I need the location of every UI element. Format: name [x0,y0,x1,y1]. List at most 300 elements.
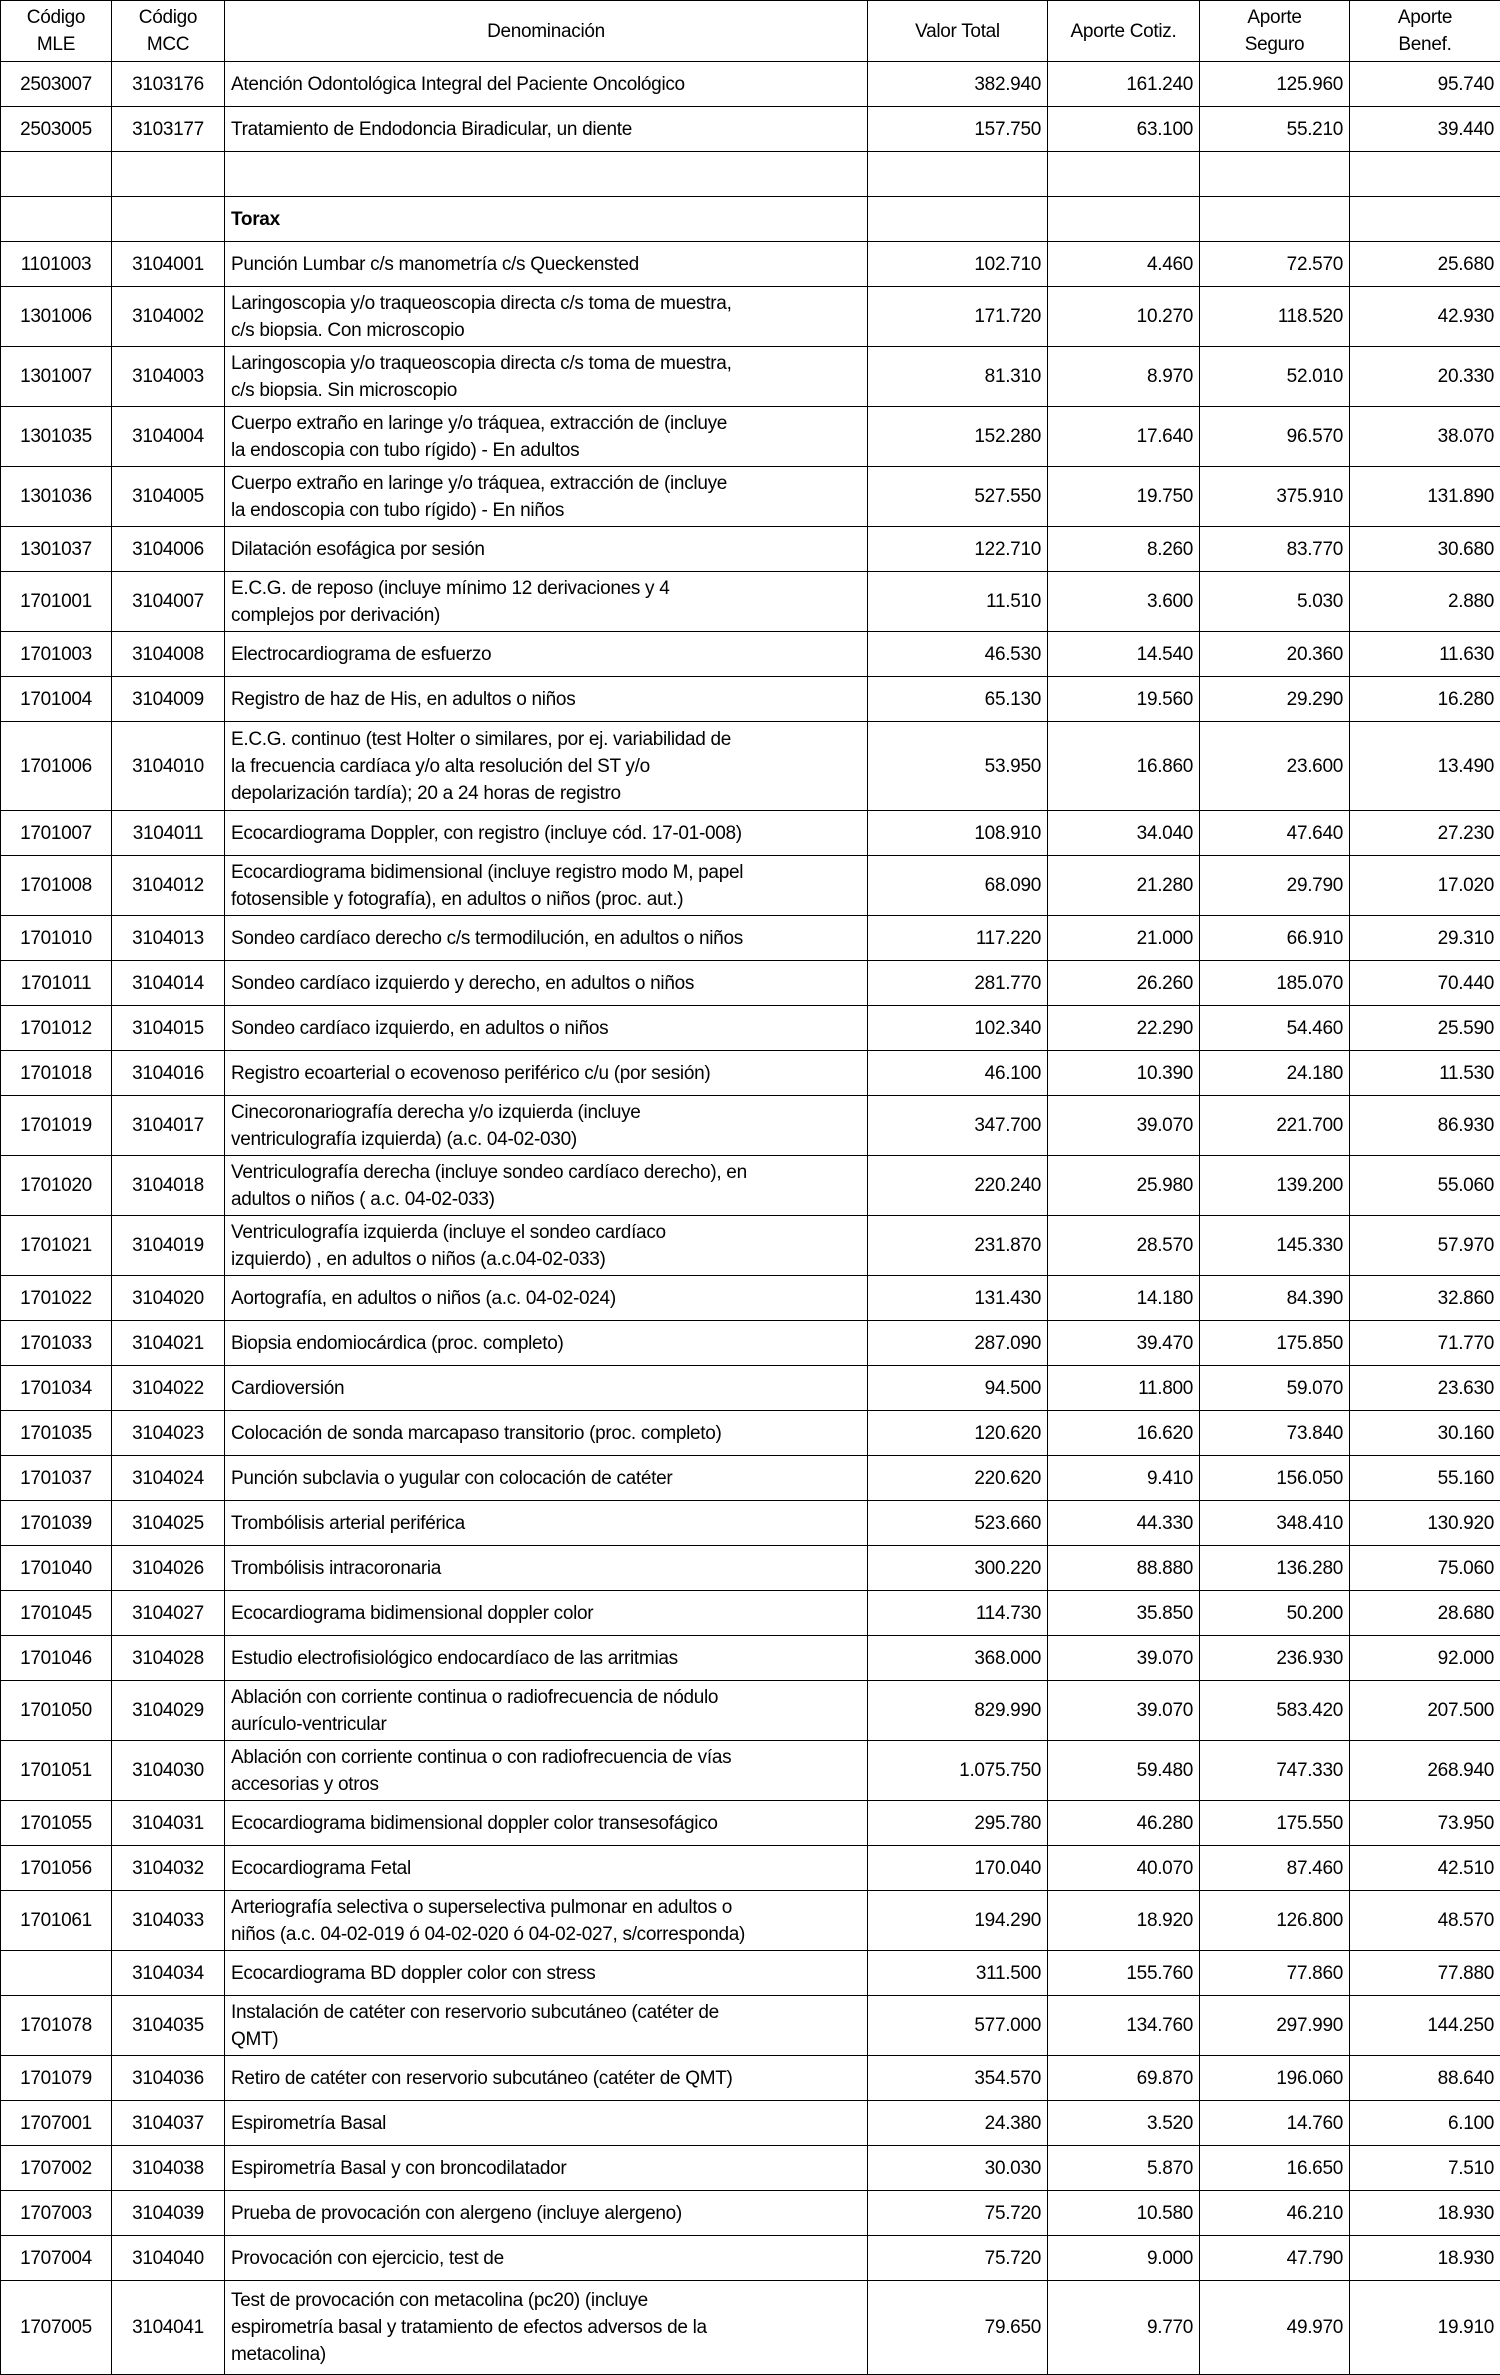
table-row [1,632,1500,677]
cell-codigo-mcc: 3104012 [112,856,225,916]
cell-aporte-benef: 17.020 [1350,856,1500,916]
cell-aporte-seguro: 96.570 [1200,407,1350,467]
cell-aporte-benef: 19.910 [1350,2281,1500,2375]
cell-codigo-mcc: 3104004 [112,407,225,467]
cell-codigo-mcc: 3104036 [112,2056,225,2101]
cell-valor-total: 108.910 [868,811,1048,856]
cell-aporte-cotiz: 19.750 [1048,467,1200,527]
cell-valor-total: 68.090 [868,856,1048,916]
cell-aporte-benef: 95.740 [1350,62,1500,107]
cell-aporte-cotiz: 10.270 [1048,287,1200,347]
cell-aporte-cotiz: 14.180 [1048,1276,1200,1321]
cell-codigo-mle: 1701004 [1,677,112,722]
cell-aporte-cotiz: 21.000 [1048,916,1200,961]
cell-codigo-mle: 1701035 [1,1411,112,1456]
cell-aporte-cotiz: 16.620 [1048,1411,1200,1456]
table-row [1,1096,1500,1156]
cell-denominacion: Punción Lumbar c/s manometría c/s Queckensted [225,242,868,287]
cell-aporte-seguro [1200,152,1350,197]
cell-codigo-mle: 1701039 [1,1501,112,1546]
cell-denominacion: Ventriculografía derecha (incluye sondeo cardíaco derecho), en adultos o niños ( a.c. 04-02-033) [225,1156,868,1216]
cell-aporte-cotiz: 40.070 [1048,1846,1200,1891]
cell-aporte-benef: 92.000 [1350,1636,1500,1681]
cell-aporte-cotiz: 10.580 [1048,2191,1200,2236]
cell-aporte-benef: 11.530 [1350,1051,1500,1096]
table-row [1,1996,1500,2056]
cell-aporte-cotiz: 46.280 [1048,1801,1200,1846]
cell-aporte-seguro: 375.910 [1200,467,1350,527]
cell-codigo-mle: 1707003 [1,2191,112,2236]
cell-denominacion: Ecocardiograma bidimensional doppler color transesofágico [225,1801,868,1846]
cell-valor-total: 1.075.750 [868,1741,1048,1801]
cell-denominacion: E.C.G. continuo (test Holter o similares, por ej. variabilidad de la frecuencia cardíaca y/o alta resolución del ST y/o depolarización tardía); 20 a 24 horas de registro [225,722,868,811]
cell-codigo-mcc: 3104025 [112,1501,225,1546]
cell-aporte-benef: 42.510 [1350,1846,1500,1891]
cell-aporte-benef: 48.570 [1350,1891,1500,1951]
cell-aporte-benef: 27.230 [1350,811,1500,856]
cell-codigo-mcc: 3104039 [112,2191,225,2236]
cell-valor-total: 231.870 [868,1216,1048,1276]
cell-aporte-benef: 13.490 [1350,722,1500,811]
cell-denominacion: Ablación con corriente continua o con radiofrecuencia de vías accesorias y otros [225,1741,868,1801]
table-row [1,1846,1500,1891]
cell-denominacion: Tratamiento de Endodoncia Biradicular, un diente [225,107,868,152]
cell-codigo-mle: 1701079 [1,2056,112,2101]
cell-denominacion: Ablación con corriente continua o radiofrecuencia de nódulo aurículo-ventricular [225,1681,868,1741]
cell-aporte-benef: 39.440 [1350,107,1500,152]
table-row [1,2146,1500,2191]
table-row [1,62,1500,107]
cell-aporte-cotiz: 8.970 [1048,347,1200,407]
cell-aporte-cotiz: 35.850 [1048,1591,1200,1636]
cell-aporte-seguro: 139.200 [1200,1156,1350,1216]
cell-aporte-benef: 144.250 [1350,1996,1500,2056]
cell-aporte-seguro: 77.860 [1200,1951,1350,1996]
table-row [1,2056,1500,2101]
cell-denominacion: Sondeo cardíaco izquierdo, en adultos o niños [225,1006,868,1051]
cell-aporte-cotiz: 34.040 [1048,811,1200,856]
table-row [1,1636,1500,1681]
cell-aporte-seguro: 175.850 [1200,1321,1350,1366]
cell-codigo-mle: 1701018 [1,1051,112,1096]
cell-aporte-seguro: 583.420 [1200,1681,1350,1741]
section-row [1,197,1500,242]
cell-codigo-mcc: 3104035 [112,1996,225,2056]
cell-aporte-seguro: 156.050 [1200,1456,1350,1501]
cell-aporte-benef: 11.630 [1350,632,1500,677]
cell-valor-total: 94.500 [868,1366,1048,1411]
cell-aporte-seguro: 5.030 [1200,572,1350,632]
cell-aporte-benef: 30.160 [1350,1411,1500,1456]
header-valor-total: Valor Total [868,1,1048,62]
cell-aporte-benef: 77.880 [1350,1951,1500,1996]
cell-aporte-seguro: 23.600 [1200,722,1350,811]
cell-aporte-seguro: 47.640 [1200,811,1350,856]
cell-aporte-benef: 29.310 [1350,916,1500,961]
cell-codigo-mcc: 3104005 [112,467,225,527]
cell-aporte-cotiz: 17.640 [1048,407,1200,467]
cell-aporte-seguro: 125.960 [1200,62,1350,107]
cell-codigo-mcc: 3104029 [112,1681,225,1741]
cell-denominacion: Aortografía, en adultos o niños (a.c. 04-02-024) [225,1276,868,1321]
cell-codigo-mcc: 3104007 [112,572,225,632]
cell-codigo-mle: 1701061 [1,1891,112,1951]
cell-aporte-cotiz: 22.290 [1048,1006,1200,1051]
cell-aporte-seguro: 175.550 [1200,1801,1350,1846]
cell-denominacion: Espirometría Basal y con broncodilatador [225,2146,868,2191]
cell-aporte-seguro: 126.800 [1200,1891,1350,1951]
cell-denominacion: Ecocardiograma Doppler, con registro (incluye cód. 17-01-008) [225,811,868,856]
cell-valor-total: 30.030 [868,2146,1048,2191]
cell-aporte-seguro: 52.010 [1200,347,1350,407]
cell-codigo-mcc: 3104011 [112,811,225,856]
cell-codigo-mle: 1701056 [1,1846,112,1891]
cell-denominacion: Arteriografía selectiva o superselectiva pulmonar en adultos o niños (a.c. 04-02-019 ó 04-02-020 ó 04-02-027, s/corresponda) [225,1891,868,1951]
cell-valor-total: 194.290 [868,1891,1048,1951]
cell-denominacion: Sondeo cardíaco izquierdo y derecho, en adultos o niños [225,961,868,1006]
cell-codigo-mle [1,152,112,197]
cell-codigo-mle: 1701045 [1,1591,112,1636]
cell-codigo-mcc: 3104023 [112,1411,225,1456]
cell-valor-total: 347.700 [868,1096,1048,1156]
cell-aporte-seguro: 747.330 [1200,1741,1350,1801]
cell-aporte-cotiz: 10.390 [1048,1051,1200,1096]
cell-valor-total: 295.780 [868,1801,1048,1846]
table-row [1,1681,1500,1741]
cell-aporte-cotiz: 21.280 [1048,856,1200,916]
cell-aporte-benef: 207.500 [1350,1681,1500,1741]
cell-denominacion: Cinecoronariografía derecha y/o izquierda (incluye ventriculografía izquierda) (a.c. 04-02-030) [225,1096,868,1156]
cell-aporte-benef [1350,197,1500,242]
cell-denominacion: Laringoscopia y/o traqueoscopia directa c/s toma de muestra, c/s biopsia. Con microscopio [225,287,868,347]
cell-denominacion: Cuerpo extraño en laringe y/o tráquea, extracción de (incluye la endoscopia con tubo rígido) - En niños [225,467,868,527]
cell-aporte-benef: 25.590 [1350,1006,1500,1051]
cell-codigo-mcc: 3104009 [112,677,225,722]
cell-valor-total: 117.220 [868,916,1048,961]
cell-aporte-seguro: 49.970 [1200,2281,1350,2375]
table-row [1,722,1500,811]
cell-codigo-mcc [112,152,225,197]
header-aporte-cotiz: Aporte Cotiz. [1048,1,1200,62]
cell-aporte-seguro: 145.330 [1200,1216,1350,1276]
cell-denominacion: Instalación de catéter con reservorio subcutáneo (catéter de QMT) [225,1996,868,2056]
cell-aporte-benef: 55.060 [1350,1156,1500,1216]
cell-denominacion: Torax [225,197,868,242]
cell-aporte-benef: 2.880 [1350,572,1500,632]
cell-codigo-mle: 1701008 [1,856,112,916]
cell-aporte-cotiz: 161.240 [1048,62,1200,107]
cell-valor-total: 368.000 [868,1636,1048,1681]
cell-denominacion: Cuerpo extraño en laringe y/o tráquea, extracción de (incluye la endoscopia con tubo rígido) - En adultos [225,407,868,467]
table-row [1,107,1500,152]
cell-codigo-mle: 1707004 [1,2236,112,2281]
cell-aporte-seguro: 50.200 [1200,1591,1350,1636]
cell-codigo-mcc: 3104034 [112,1951,225,1996]
cell-codigo-mcc: 3104003 [112,347,225,407]
cell-aporte-cotiz: 88.880 [1048,1546,1200,1591]
cell-aporte-cotiz: 14.540 [1048,632,1200,677]
table-row [1,467,1500,527]
cell-aporte-seguro: 73.840 [1200,1411,1350,1456]
cell-aporte-cotiz: 8.260 [1048,527,1200,572]
cell-aporte-cotiz: 39.470 [1048,1321,1200,1366]
cell-codigo-mle: 1701019 [1,1096,112,1156]
cell-codigo-mle: 1301035 [1,407,112,467]
cell-codigo-mcc: 3104030 [112,1741,225,1801]
cell-denominacion: Colocación de sonda marcapaso transitorio (proc. completo) [225,1411,868,1456]
cell-aporte-seguro [1200,197,1350,242]
cell-aporte-seguro: 196.060 [1200,2056,1350,2101]
cell-aporte-cotiz: 39.070 [1048,1681,1200,1741]
cell-valor-total: 81.310 [868,347,1048,407]
cell-codigo-mle: 1707002 [1,2146,112,2191]
table-row [1,1546,1500,1591]
cell-valor-total: 311.500 [868,1951,1048,1996]
cell-aporte-benef: 16.280 [1350,677,1500,722]
header-codigo-mcc: Código MCC [112,1,225,62]
cell-codigo-mcc: 3104021 [112,1321,225,1366]
cell-codigo-mle: 1701050 [1,1681,112,1741]
table-row [1,1951,1500,1996]
cell-aporte-benef: 55.160 [1350,1456,1500,1501]
cell-aporte-benef: 25.680 [1350,242,1500,287]
cell-aporte-benef: 86.930 [1350,1096,1500,1156]
cell-denominacion: Punción subclavia o yugular con colocación de catéter [225,1456,868,1501]
table-row [1,2191,1500,2236]
cell-valor-total: 287.090 [868,1321,1048,1366]
table-row [1,677,1500,722]
table-row [1,856,1500,916]
cell-denominacion: Electrocardiograma de esfuerzo [225,632,868,677]
cell-valor-total: 523.660 [868,1501,1048,1546]
cell-aporte-cotiz: 3.600 [1048,572,1200,632]
cell-codigo-mle: 1701046 [1,1636,112,1681]
table-row [1,2281,1500,2375]
table-row [1,527,1500,572]
cell-valor-total: 53.950 [868,722,1048,811]
cell-aporte-benef: 6.100 [1350,2101,1500,2146]
cell-codigo-mcc: 3104027 [112,1591,225,1636]
cell-codigo-mcc: 3104033 [112,1891,225,1951]
cell-denominacion: Trombólisis arterial periférica [225,1501,868,1546]
cell-denominacion: Ecocardiograma bidimensional (incluye registro modo M, papel fotosensible y fotografía), en adultos o niños (proc. aut.) [225,856,868,916]
cell-codigo-mcc: 3104002 [112,287,225,347]
cell-denominacion: Ecocardiograma bidimensional doppler color [225,1591,868,1636]
cell-codigo-mcc: 3104006 [112,527,225,572]
cell-aporte-benef: 71.770 [1350,1321,1500,1366]
cell-codigo-mle: 1701021 [1,1216,112,1276]
cell-valor-total: 75.720 [868,2236,1048,2281]
cell-valor-total: 11.510 [868,572,1048,632]
cell-denominacion: Sondeo cardíaco derecho c/s termodilución, en adultos o niños [225,916,868,961]
table-row [1,242,1500,287]
cell-aporte-benef: 18.930 [1350,2236,1500,2281]
cell-valor-total: 65.130 [868,677,1048,722]
cell-valor-total: 122.710 [868,527,1048,572]
cell-codigo-mcc: 3104040 [112,2236,225,2281]
cell-aporte-seguro: 236.930 [1200,1636,1350,1681]
cell-codigo-mcc: 3104020 [112,1276,225,1321]
cell-denominacion: Laringoscopia y/o traqueoscopia directa c/s toma de muestra, c/s biopsia. Sin microscopio [225,347,868,407]
cell-aporte-seguro: 348.410 [1200,1501,1350,1546]
cell-aporte-benef: 268.940 [1350,1741,1500,1801]
cell-codigo-mcc: 3104019 [112,1216,225,1276]
cell-denominacion: Test de provocación con metacolina (pc20) (incluye espirometría basal y tratamiento de efectos adversos de la metacolina) [225,2281,868,2375]
cell-codigo-mle: 1301007 [1,347,112,407]
table-row [1,1801,1500,1846]
cell-codigo-mcc: 3104038 [112,2146,225,2191]
cell-codigo-mle: 1701012 [1,1006,112,1051]
cell-codigo-mle: 1701010 [1,916,112,961]
cell-aporte-benef: 70.440 [1350,961,1500,1006]
cell-codigo-mle: 1701040 [1,1546,112,1591]
cell-codigo-mle: 2503005 [1,107,112,152]
cell-valor-total: 300.220 [868,1546,1048,1591]
cell-codigo-mcc: 3104026 [112,1546,225,1591]
cell-valor-total: 75.720 [868,2191,1048,2236]
cell-aporte-benef: 38.070 [1350,407,1500,467]
cell-valor-total: 171.720 [868,287,1048,347]
cell-aporte-seguro: 55.210 [1200,107,1350,152]
cell-aporte-benef: 32.860 [1350,1276,1500,1321]
cell-aporte-cotiz: 18.920 [1048,1891,1200,1951]
cell-codigo-mle: 1701011 [1,961,112,1006]
table-row [1,1051,1500,1096]
cell-codigo-mcc: 3104014 [112,961,225,1006]
cell-aporte-cotiz: 3.520 [1048,2101,1200,2146]
table-row [1,1741,1500,1801]
cell-aporte-seguro: 29.290 [1200,677,1350,722]
cell-valor-total: 152.280 [868,407,1048,467]
cell-valor-total: 157.750 [868,107,1048,152]
cell-aporte-seguro: 87.460 [1200,1846,1350,1891]
table-row [1,1321,1500,1366]
cell-aporte-cotiz: 25.980 [1048,1156,1200,1216]
cell-aporte-cotiz: 69.870 [1048,2056,1200,2101]
cell-valor-total: 829.990 [868,1681,1048,1741]
cell-aporte-seguro: 297.990 [1200,1996,1350,2056]
cell-codigo-mle: 1301036 [1,467,112,527]
cell-denominacion [225,152,868,197]
cell-aporte-cotiz: 59.480 [1048,1741,1200,1801]
cell-valor-total: 24.380 [868,2101,1048,2146]
cell-aporte-cotiz: 4.460 [1048,242,1200,287]
cell-aporte-benef: 7.510 [1350,2146,1500,2191]
cell-aporte-cotiz: 155.760 [1048,1951,1200,1996]
cell-denominacion: Provocación con ejercicio, test de [225,2236,868,2281]
cell-aporte-cotiz: 39.070 [1048,1096,1200,1156]
cell-aporte-seguro: 83.770 [1200,527,1350,572]
cell-valor-total: 114.730 [868,1591,1048,1636]
cell-aporte-seguro: 118.520 [1200,287,1350,347]
header-codigo-mle: Código MLE [1,1,112,62]
cell-codigo-mle [1,1951,112,1996]
cell-codigo-mle: 1701078 [1,1996,112,2056]
cell-aporte-seguro: 59.070 [1200,1366,1350,1411]
cell-aporte-benef [1350,152,1500,197]
cell-denominacion: Retiro de catéter con reservorio subcutáneo (catéter de QMT) [225,2056,868,2101]
cell-codigo-mle: 1301037 [1,527,112,572]
cell-aporte-seguro: 136.280 [1200,1546,1350,1591]
cell-denominacion: Prueba de provocación con alergeno (incluye alergeno) [225,2191,868,2236]
cell-aporte-seguro: 84.390 [1200,1276,1350,1321]
table-row [1,347,1500,407]
cell-codigo-mcc: 3104008 [112,632,225,677]
cell-codigo-mcc: 3104001 [112,242,225,287]
cell-aporte-benef: 18.930 [1350,2191,1500,2236]
table-row [1,407,1500,467]
cell-aporte-cotiz: 63.100 [1048,107,1200,152]
cell-denominacion: Atención Odontológica Integral del Paciente Oncológico [225,62,868,107]
cell-valor-total: 79.650 [868,2281,1048,2375]
cell-aporte-benef: 42.930 [1350,287,1500,347]
table-row [1,916,1500,961]
table-row [1,1456,1500,1501]
cell-aporte-benef: 30.680 [1350,527,1500,572]
cell-valor-total: 102.340 [868,1006,1048,1051]
cell-denominacion: Registro ecoarterial o ecovenoso periférico c/u (por sesión) [225,1051,868,1096]
cell-aporte-seguro: 24.180 [1200,1051,1350,1096]
table-body [1,62,1500,2375]
header-denominacion: Denominación [225,1,868,62]
table-row [1,2236,1500,2281]
cell-denominacion: Cardioversión [225,1366,868,1411]
cell-codigo-mle: 1701037 [1,1456,112,1501]
cell-codigo-mle: 1707001 [1,2101,112,2146]
table-row [1,1591,1500,1636]
cell-denominacion: Biopsia endomiocárdica (proc. completo) [225,1321,868,1366]
cell-codigo-mcc: 3103177 [112,107,225,152]
cell-denominacion: E.C.G. de reposo (incluye mínimo 12 derivaciones y 4 complejos por derivación) [225,572,868,632]
cell-aporte-cotiz: 16.860 [1048,722,1200,811]
table-row [1,961,1500,1006]
cell-valor-total: 382.940 [868,62,1048,107]
cell-valor-total: 220.620 [868,1456,1048,1501]
cell-aporte-cotiz: 11.800 [1048,1366,1200,1411]
cell-aporte-benef: 130.920 [1350,1501,1500,1546]
cell-valor-total: 577.000 [868,1996,1048,2056]
cell-aporte-seguro: 14.760 [1200,2101,1350,2146]
cell-aporte-cotiz [1048,152,1200,197]
table-row [1,1216,1500,1276]
cell-valor-total: 220.240 [868,1156,1048,1216]
cell-aporte-benef: 131.890 [1350,467,1500,527]
cell-denominacion: Ecocardiograma BD doppler color con stress [225,1951,868,1996]
cell-aporte-seguro: 47.790 [1200,2236,1350,2281]
table-row [1,1156,1500,1216]
cell-codigo-mcc: 3104018 [112,1156,225,1216]
cell-valor-total: 354.570 [868,2056,1048,2101]
cell-codigo-mle: 1701034 [1,1366,112,1411]
table-row [1,2101,1500,2146]
cell-aporte-benef: 75.060 [1350,1546,1500,1591]
cell-codigo-mcc: 3104013 [112,916,225,961]
cell-aporte-benef: 20.330 [1350,347,1500,407]
cell-aporte-cotiz: 9.770 [1048,2281,1200,2375]
cell-codigo-mle: 1707005 [1,2281,112,2375]
cell-aporte-seguro: 66.910 [1200,916,1350,961]
cell-codigo-mle: 1701003 [1,632,112,677]
cell-codigo-mle [1,197,112,242]
header-aporte-benef: Aporte Benef. [1350,1,1500,62]
cell-denominacion: Ventriculografía izquierda (incluye el sondeo cardíaco izquierdo) , en adultos o niños (a.c.04-02-033) [225,1216,868,1276]
table-row [1,1276,1500,1321]
cell-aporte-seguro: 54.460 [1200,1006,1350,1051]
cell-codigo-mle: 1101003 [1,242,112,287]
cell-denominacion: Estudio electrofisiológico endocardíaco de las arritmias [225,1636,868,1681]
cell-aporte-cotiz: 39.070 [1048,1636,1200,1681]
table-row [1,1006,1500,1051]
